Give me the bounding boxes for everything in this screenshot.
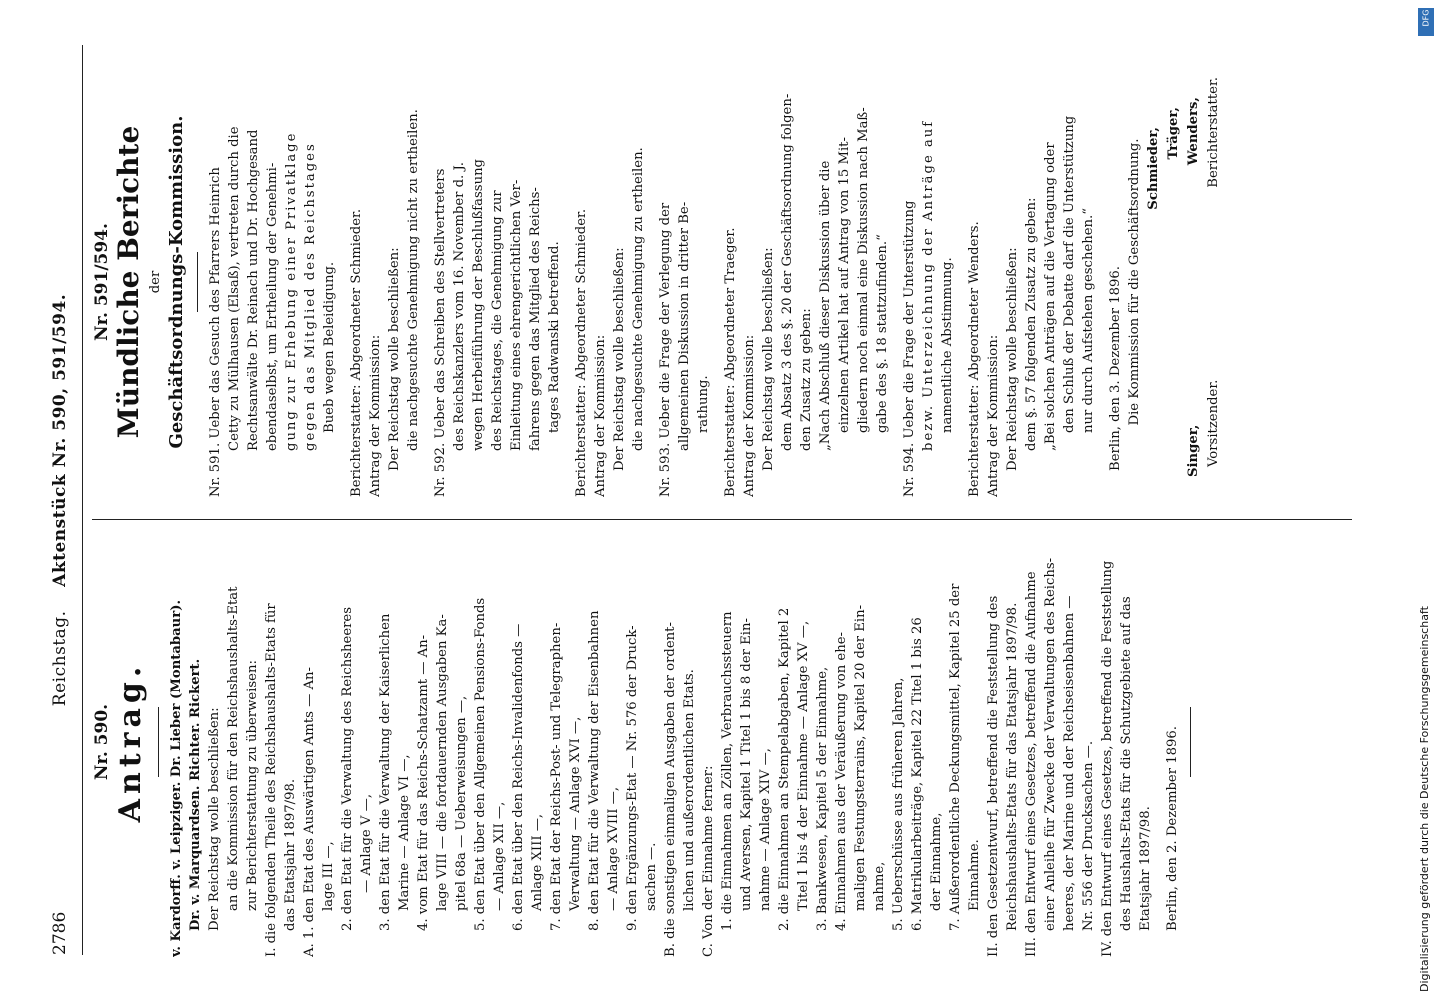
text-line: namentliche Abstimmung.	[940, 257, 955, 433]
text-line: 4. Einnahmen aus der Veräußerung von ehe-	[834, 632, 849, 931]
text-line: Rechtsanwälte Dr. Reinach und Dr. Hochgesand	[246, 129, 261, 451]
column-right	[92, 67, 1352, 497]
text-line: Der Reichstag wolle beschließen:	[207, 707, 222, 931]
text-line: zur Berichterstattung zu überweisen:	[245, 660, 260, 911]
text-line: gabe des §. 18 stattzufinden.“	[875, 234, 890, 433]
text-line: Nr. 592. Ueber das Schreiben des Stellvertreters	[433, 168, 448, 497]
text-line: Nr. 591. Ueber das Gesuch des Pfarrers Heinrich	[208, 167, 223, 497]
text-line: 3. Bankwesen, Kapitel 5 der Einnahme,	[815, 666, 830, 931]
text-line: 7. den Etat der Reichs-Post- und Telegraphen-	[549, 622, 564, 931]
dfg-logo	[1418, 8, 1434, 36]
text-line: 4. vom Etat für das Reichs-Schatzamt — An-	[416, 634, 431, 931]
text-line: I. die folgenden Theile des Reichshaushalts-Etats für	[264, 603, 279, 957]
text-line: des Haushalts-Etats für die Schutzgebiete auf das	[1119, 596, 1134, 931]
date-line: Berlin, den 3. Dezember 1896.	[1108, 266, 1123, 471]
rapporteur-label: Berichterstatter.	[1206, 77, 1221, 188]
text-line: Verwaltung — Anlage XVI —,	[568, 716, 583, 911]
text-line: der Einnahme,	[929, 812, 944, 911]
text-line: Bueb wegen Beleidigung.	[322, 261, 337, 433]
page-header	[40, 45, 83, 955]
text-line: Einleitung eines ehrengerichtlichen Ver-	[509, 179, 524, 451]
text-line: Berichterstatter: Abgeordneter Wenders.	[967, 221, 982, 497]
text-line: C. Von der Einnahme ferner:	[701, 765, 716, 957]
end-rule	[1190, 707, 1191, 777]
text-line: und Aversen, Kapitel 1 Titel 1 bis 8 der Ein-	[739, 618, 754, 911]
text-line: die nachgesuchte Genehmigung zu ertheilen.	[631, 147, 646, 451]
right-der: der	[148, 270, 163, 294]
text-line: Berichterstatter: Abgeordneter Schmieder.	[349, 208, 364, 497]
left-nr: Nr. 590.	[92, 703, 112, 781]
text-line: den Zusatz zu geben:	[799, 308, 814, 451]
text-line: ebendaselbst, um Ertheilung der Genehmi-	[265, 162, 280, 451]
text-line: des Reichskanzlers vom 16. November d. J.	[452, 162, 467, 451]
text-line: 2. den Etat für die Verwaltung des Reichsheeres	[340, 606, 355, 931]
text-line: Nr. 593. Ueber die Frage der Verlegung der	[658, 202, 673, 497]
title-rule	[158, 707, 159, 777]
text-line: Einnahme.	[967, 839, 982, 911]
text-line: II. den Gesetzentwurf, betreffend die Feststellung des	[986, 595, 1001, 957]
text-line: gegen das Mitglied des Reichstages	[303, 142, 318, 451]
text-line: heeres, der Marine und der Reichseisenbahnen —	[1062, 595, 1077, 931]
text-line: Cetty zu Mülhausen (Elsaß), vertreten durch die	[227, 126, 242, 451]
document-page	[40, 25, 1374, 975]
text-line: — Anlage V —,	[359, 793, 374, 893]
text-line: Titel 1 bis 4 der Einnahme — Anlage XV —,	[796, 620, 811, 911]
text-line: nahme — Anlage XIV —,	[758, 748, 773, 911]
text-line: bezw. Unterzeichnung der Anträge auf	[921, 119, 936, 451]
text-line: Nr. 556 der Drucksachen —.	[1081, 740, 1096, 931]
text-line: Berichterstatter: Abgeordneter Traeger.	[723, 227, 738, 497]
right-subtitle: Geschäftsordnungs-Kommission.	[166, 115, 187, 449]
text-line: 8. den Etat für die Verwaltung der Eisenbahnen	[587, 610, 602, 931]
column-divider	[92, 519, 1352, 520]
text-line: Antrag der Kommission:	[986, 334, 1001, 497]
text-line: dem §. 57 folgenden Zusatz zu geben:	[1024, 197, 1039, 451]
text-line: einer Anleihe für Zwecke der Verwaltungen des Reichs-	[1043, 557, 1058, 931]
text-line: 9. den Ergänzungs-Etat — Nr. 576 der Druck-	[625, 625, 640, 931]
text-line: 2. die Einnahmen an Stempelabgaben, Kapitel 2	[777, 607, 792, 931]
signature-block	[1144, 67, 1244, 497]
page-number: 2786	[50, 911, 70, 955]
text-line: 6. Matrikularbeiträge, Kapitel 22 Titel 1 bis 26	[910, 617, 925, 931]
text-line: nur durch Aufstehen geschehen.“	[1081, 208, 1096, 433]
column-left	[92, 527, 1352, 957]
text-line: fahrens gegen das Mitglied des Reichs-	[528, 187, 543, 451]
text-line: A. 1. den Etat des Auswärtigen Amts — An-	[302, 667, 317, 957]
chair-label: Vorsitzender.	[1206, 379, 1221, 467]
text-line: Der Reichstag wolle beschließen:	[387, 247, 402, 471]
text-line: 1. die Einnahmen an Zöllen, Verbrauchssteuern	[720, 611, 735, 931]
signer-schmieder: Schmieder,	[1146, 127, 1161, 210]
text-line: die nachgesuchte Genehmigung nicht zu ertheilen.	[406, 109, 421, 451]
text-line: Nr. 594. Ueber die Frage der Unterstützung	[902, 200, 917, 497]
text-line: — Anlage XVIII —,	[606, 786, 621, 911]
running-head	[50, 45, 70, 955]
text-line: III. den Entwurf eines Gesetzes, betreffend die Aufnahme	[1024, 571, 1039, 957]
signer-wenders: Wenders,	[1186, 97, 1201, 166]
text-line: einzelnen Artikel hat auf Antrag von 15 Mit-	[837, 137, 852, 433]
text-line: den Schluß der Debatte darf die Unterstützung	[1062, 115, 1077, 433]
text-line: Antrag der Kommission:	[593, 334, 608, 497]
text-line: nahme,	[872, 861, 887, 911]
text-line: 5. den Etat über den Allgemeinen Pensions-Fonds	[473, 597, 488, 931]
text-line: gliedern noch einmal eine Diskussion nach Maß-	[856, 107, 871, 433]
text-line: 6. den Etat über den Reichs-Invalidenfonds —	[511, 623, 526, 931]
text-line: sachen —.	[644, 842, 659, 911]
text-line: Antrag der Kommission:	[742, 334, 757, 497]
text-line: Marine — Anlage VI —,	[397, 754, 412, 911]
title-rule	[197, 252, 198, 312]
text-line: das Etatsjahr 1897/98.	[283, 778, 298, 931]
text-line: Der Reichstag wolle beschließen:	[612, 247, 627, 471]
text-line: allgemeinen Diskussion in dritter Be-	[677, 201, 692, 451]
text-line: Reichshaushalts-Etats für das Etatsjahr 1897/98.	[1005, 602, 1020, 931]
text-line: 5. Ueberschüsse aus früheren Jahren,	[891, 677, 906, 931]
text-line: „Bei solchen Anträgen auf die Vertagung oder	[1043, 142, 1058, 451]
text-line: 7. Außerordentliche Deckungsmittel, Kapitel 25 der	[948, 583, 963, 931]
text-line: Der Reichstag wolle beschließen:	[1005, 247, 1020, 471]
text-line: rathung.	[696, 375, 711, 433]
text-line: lage VIII — die fortdauernden Ausgaben Ka-	[435, 614, 450, 911]
digitization-note: Digitalisierung gefördert durch die Deutsche Forschungsgemeinschaft	[1418, 606, 1431, 992]
text-line: tages Radwanski betreffend.	[547, 241, 562, 433]
running-head-left: Reichstag.	[50, 610, 70, 707]
text-line: an die Kommission für den Reichshaushalts-Etat	[226, 586, 241, 911]
text-line: Anlage XIII —,	[530, 813, 545, 911]
text-line: Etatsjahr 1897/98.	[1138, 806, 1153, 931]
text-line: pitel 68a — Ueberweisungen —,	[454, 695, 469, 911]
text-line: lichen und außerordentlichen Etats.	[682, 669, 697, 911]
text-line: maligen Festungsterrains, Kapitel 20 der Ein-	[853, 604, 868, 911]
text-line: des Reichstages, die Genehmigung zur	[490, 190, 505, 451]
signer-traeger: Träger,	[1166, 107, 1181, 160]
text-line: B. die sonstigen einmaligen Ausgaben der ordent-	[663, 622, 678, 957]
text-line: 3. den Etat für die Verwaltung der Kaiserlichen	[378, 613, 393, 931]
text-line: IV. den Entwurf eines Gesetzes, betreffend die Feststellung	[1100, 560, 1115, 957]
commission-line: Die Kommission für die Geschäftsordnung.	[1127, 138, 1142, 426]
right-title: Mündliche Berichte	[112, 125, 145, 439]
signers-line-2: Dr. v. Marquardsen. Richter. Rickert.	[188, 658, 203, 931]
running-head-center: Aktenstück Nr. 590, 591/594.	[50, 293, 70, 587]
left-title: Antrag.	[113, 661, 148, 823]
signers-line-1: v. Kardorff. v. Leipziger. Dr. Lieber (Montabaur).	[169, 599, 184, 957]
text-line: — Anlage XII —,	[492, 801, 507, 911]
text-line: gung zur Erhebung einer Privatklage	[284, 131, 299, 451]
text-line: Der Reichstag wolle beschließen:	[761, 247, 776, 471]
text-line: „Nach Abschluß dieser Diskussion über die	[818, 160, 833, 451]
text-line: wegen Herbeiführung der Beschlußfassung	[471, 159, 486, 451]
text-line: lage III —,	[321, 841, 336, 911]
right-nr: Nr. 591/594.	[92, 223, 112, 341]
dfg-logo-text: DFG	[1421, 9, 1431, 27]
text-line: Antrag der Kommission:	[368, 334, 383, 497]
signer-singer: Singer,	[1186, 424, 1201, 477]
text-line: dem Absatz 3 des §. 20 der Geschäftsordnung folgen-	[780, 93, 795, 451]
date-line: Berlin, den 2. Dezember 1896.	[1165, 726, 1180, 931]
text-line: Berichterstatter: Abgeordneter Schmieder.	[574, 208, 589, 497]
